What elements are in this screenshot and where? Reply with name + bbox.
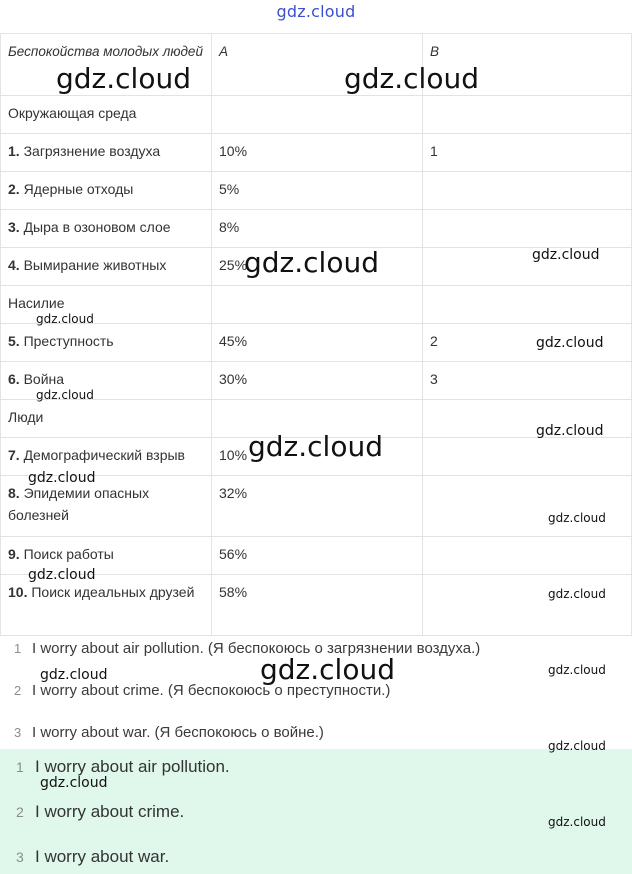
- value-a: 25%: [212, 248, 423, 286]
- row-number: 10.: [8, 584, 28, 600]
- watermark: gdz.cloud: [28, 470, 96, 486]
- short-answers-box: [0, 749, 632, 874]
- worry-cell: [1, 96, 212, 134]
- short-answer-line: [16, 847, 169, 867]
- header-a: A: [212, 34, 423, 96]
- value-b: [423, 286, 632, 324]
- watermark: gdz.cloud: [536, 423, 604, 439]
- value-b: [423, 537, 632, 575]
- value-b: [423, 476, 632, 537]
- short-answer-line: [16, 757, 230, 777]
- table-row: [1, 96, 632, 134]
- watermark: gdz.cloud: [548, 511, 606, 525]
- value-b: [423, 96, 632, 134]
- watermark: gdz.cloud: [40, 667, 108, 683]
- worry-text: Поиск идеальных друзей: [27, 584, 195, 600]
- value-b: [423, 575, 632, 636]
- answer-text: I worry about air pollution. (Я беспокоюсь о загрязнении воздуха.): [32, 640, 481, 657]
- row-number: 4.: [8, 257, 20, 273]
- short-answer-line: [16, 802, 184, 822]
- value-b: [423, 248, 632, 286]
- value-b: 1: [423, 134, 632, 172]
- worry-text: Дыра в озоновом слое: [19, 219, 171, 235]
- table-row: [1, 248, 632, 286]
- value-b: [423, 210, 632, 248]
- value-a: 32%: [212, 476, 423, 537]
- watermark: gdz.cloud: [532, 247, 600, 263]
- value-b: [423, 400, 632, 438]
- table-row: [1, 286, 632, 324]
- watermark: gdz.cloud: [548, 739, 606, 753]
- worry-cell: [1, 210, 212, 248]
- worry-text: Преступность: [19, 333, 114, 349]
- short-answer-index: 3: [16, 849, 24, 865]
- row-number: 5.: [8, 333, 20, 349]
- table-row: [1, 134, 632, 172]
- answer-index: 2: [14, 683, 22, 698]
- worry-cell: [1, 476, 212, 537]
- row-number: 3.: [8, 219, 20, 235]
- short-answer-text: I worry about crime.: [35, 802, 185, 821]
- watermark: gdz.cloud: [244, 246, 379, 279]
- value-b: 3: [423, 362, 632, 400]
- worry-cell: [1, 537, 212, 575]
- watermark: gdz.cloud: [28, 567, 96, 583]
- survey-table: [0, 33, 632, 636]
- value-a: [212, 96, 423, 134]
- answer-text: I worry about war. (Я беспокоюсь о войне.): [32, 724, 324, 741]
- header-b: B: [423, 34, 632, 96]
- table-row: [1, 210, 632, 248]
- worry-text: Люди: [8, 409, 44, 425]
- worry-text: Ядерные отходы: [19, 181, 134, 197]
- short-answer-index: 1: [16, 759, 24, 775]
- answer-index: 1: [14, 641, 22, 656]
- value-b: 2: [423, 324, 632, 362]
- value-b: [423, 172, 632, 210]
- worry-cell: [1, 362, 212, 400]
- row-number: 9.: [8, 546, 20, 562]
- worry-cell: [1, 172, 212, 210]
- watermark: gdz.cloud: [260, 653, 395, 686]
- watermark: gdz.cloud: [548, 587, 606, 601]
- short-answer-index: 2: [16, 804, 24, 820]
- watermark: gdz.cloud: [248, 430, 383, 463]
- value-a: 8%: [212, 210, 423, 248]
- value-a: 5%: [212, 172, 423, 210]
- table-row: [1, 537, 632, 575]
- header-worries: Беспокойства молодых людей: [1, 34, 212, 96]
- worry-text: Демографический взрыв: [19, 447, 185, 463]
- value-a: 45%: [212, 324, 423, 362]
- answer-line: [14, 724, 324, 741]
- worry-cell: [1, 248, 212, 286]
- table-row: [1, 362, 632, 400]
- answer-text: I worry about crime. (Я беспокоюсь о преступности.): [32, 682, 391, 699]
- table-row: [1, 324, 632, 362]
- worry-text: Окружающая среда: [8, 105, 137, 121]
- worry-cell: [1, 438, 212, 476]
- table-row: [1, 400, 632, 438]
- table-row: [1, 438, 632, 476]
- watermark: gdz.cloud: [56, 62, 191, 95]
- worry-text: Загрязнение воздуха: [19, 143, 161, 159]
- answer-line: [14, 682, 390, 699]
- row-number: 6.: [8, 371, 20, 387]
- watermark: gdz.cloud: [344, 62, 479, 95]
- answer-line: [14, 640, 480, 657]
- value-a: 10%: [212, 134, 423, 172]
- table-header-row: [1, 34, 632, 96]
- row-number: 7.: [8, 447, 20, 463]
- table-row: [1, 476, 632, 537]
- value-b: [423, 438, 632, 476]
- site-watermark-top: gdz.cloud: [276, 2, 356, 21]
- watermark: gdz.cloud: [548, 815, 606, 829]
- watermark: gdz.cloud: [536, 335, 604, 351]
- worry-cell: [1, 400, 212, 438]
- row-number: 2.: [8, 181, 20, 197]
- value-a: [212, 286, 423, 324]
- worry-cell: [1, 324, 212, 362]
- watermark: gdz.cloud: [36, 388, 94, 402]
- worry-cell: [1, 286, 212, 324]
- worry-text: Война: [19, 371, 65, 387]
- watermark: gdz.cloud: [40, 775, 108, 791]
- answer-index: 3: [14, 725, 22, 740]
- value-a: 56%: [212, 537, 423, 575]
- worry-text: Эпидемии опасных болезней: [8, 485, 150, 523]
- watermark: gdz.cloud: [36, 312, 94, 326]
- worry-text: Поиск работы: [19, 546, 114, 562]
- table-row: [1, 575, 632, 636]
- worry-cell: [1, 575, 212, 636]
- row-number: 1.: [8, 143, 20, 159]
- short-answer-text: I worry about air pollution.: [35, 757, 230, 776]
- value-a: 10%: [212, 438, 423, 476]
- watermark: gdz.cloud: [548, 663, 606, 677]
- table-row: [1, 172, 632, 210]
- worry-text: Насилие: [8, 295, 65, 311]
- row-number: 8.: [8, 485, 20, 501]
- worry-cell: [1, 134, 212, 172]
- value-a: 30%: [212, 362, 423, 400]
- worry-text: Вымирание животных: [19, 257, 167, 273]
- short-answer-text: I worry about war.: [35, 847, 170, 866]
- value-a: [212, 400, 423, 438]
- value-a: 58%: [212, 575, 423, 636]
